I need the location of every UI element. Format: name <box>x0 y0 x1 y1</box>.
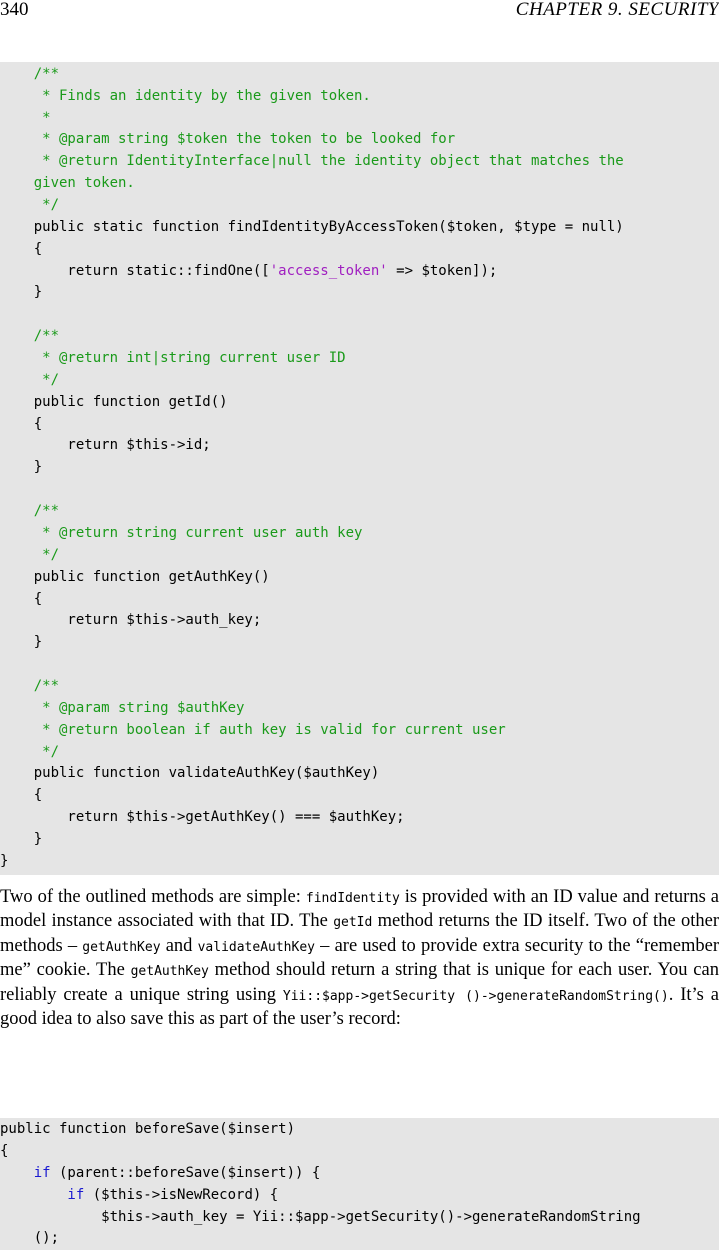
code-line <box>0 1162 320 1184</box>
code-line: * <box>0 110 51 126</box>
code-line: * @param string $token the token to be looked for <box>0 131 456 147</box>
code-line: * @return IdentityInterface|null the identity object that matches the <box>0 153 624 169</box>
code-line: $this->auth_key = Yii::$app->getSecurity()->generateRandomString <box>0 1209 641 1225</box>
page-number: 340 <box>0 0 29 20</box>
code-line <box>0 260 497 282</box>
code-line: /** <box>0 328 60 344</box>
code-line: { <box>0 416 43 432</box>
inline-code: validateAuthKey <box>197 939 315 955</box>
code-line: return $this->id; <box>0 437 211 453</box>
code-line: { <box>0 591 43 607</box>
code-line: public function getAuthKey() <box>0 569 270 585</box>
code-line: * @param string $authKey <box>0 700 245 716</box>
code-line: public function getId() <box>0 394 228 410</box>
running-head <box>0 0 719 22</box>
code-segment: ($this->isNewRecord) { <box>84 1187 279 1203</box>
code-line: * @return int|string current user ID <box>0 350 346 366</box>
code-segment: (parent::beforeSave($insert)) { <box>50 1165 321 1181</box>
code-line: */ <box>0 744 60 760</box>
code-line: { <box>0 787 43 803</box>
inline-code: getId <box>333 915 373 931</box>
code-segment: => $token]); <box>387 263 498 279</box>
keyword: if <box>0 1187 85 1203</box>
code-line: { <box>0 241 43 257</box>
paragraph-text <box>0 886 719 1031</box>
code-line: given token. <box>0 175 135 191</box>
code-line: */ <box>0 372 60 388</box>
code-line: } <box>0 459 43 475</box>
code-segment: return static::findOne([ <box>0 263 270 279</box>
code-line: /** <box>0 678 60 694</box>
code-block <box>0 62 719 875</box>
code-line: } <box>0 853 9 869</box>
inline-code: getAuthKey <box>130 964 209 980</box>
code-line <box>0 1184 278 1206</box>
text-run: Two of the outlined methods are simple: <box>0 887 306 907</box>
code-line: public function beforeSave($insert) <box>0 1121 296 1137</box>
code-line: */ <box>0 547 60 563</box>
text-run: method should return a string that is unique for each user. You can reliably create a unique string using <box>0 960 719 1005</box>
code-line: /** <box>0 66 60 82</box>
body-paragraph <box>0 886 719 1031</box>
code-block <box>0 1118 719 1250</box>
inline-code: getAuthKey <box>82 939 161 955</box>
code-line: * Finds an identity by the given token. <box>0 88 371 104</box>
code-line: */ <box>0 197 60 213</box>
inline-code: findIdentity <box>305 891 400 906</box>
code-line: return $this->getAuthKey() === $authKey; <box>0 809 405 825</box>
code-line: { <box>0 1143 9 1159</box>
text-run: and <box>160 935 198 956</box>
code-line: } <box>0 831 43 847</box>
code-line: } <box>0 634 43 650</box>
code-line: return $this->auth_key; <box>0 612 262 628</box>
string-literal: 'access_token' <box>269 263 388 279</box>
code-line: public function validateAuthKey($authKey) <box>0 765 380 781</box>
code-line: * @return boolean if auth key is valid for current user <box>0 722 506 738</box>
code-line: } <box>0 284 43 300</box>
code-line: * @return string current user auth key <box>0 525 363 541</box>
code-line: (); <box>0 1230 60 1246</box>
code-line: /** <box>0 503 60 519</box>
chapter-title: CHAPTER 9. SECURITY <box>515 0 719 20</box>
text-run: is provided with an ID value and returns a model instance associated with that ID. The <box>0 887 719 932</box>
text-run: method returns the ID itself. Two of the other methods – <box>0 911 719 956</box>
code-line: public static function findIdentityByAccessToken($token, $type = null) <box>0 219 624 235</box>
text-run: . It’s a good idea to also save this as part of the user’s record: <box>0 984 719 1030</box>
inline-code: Yii::$app->getSecurity ()->generateRandomString() <box>282 988 669 1004</box>
text-run: – are used to provide extra security to the “remember me” cookie. The <box>0 935 719 981</box>
keyword: if <box>0 1165 51 1181</box>
